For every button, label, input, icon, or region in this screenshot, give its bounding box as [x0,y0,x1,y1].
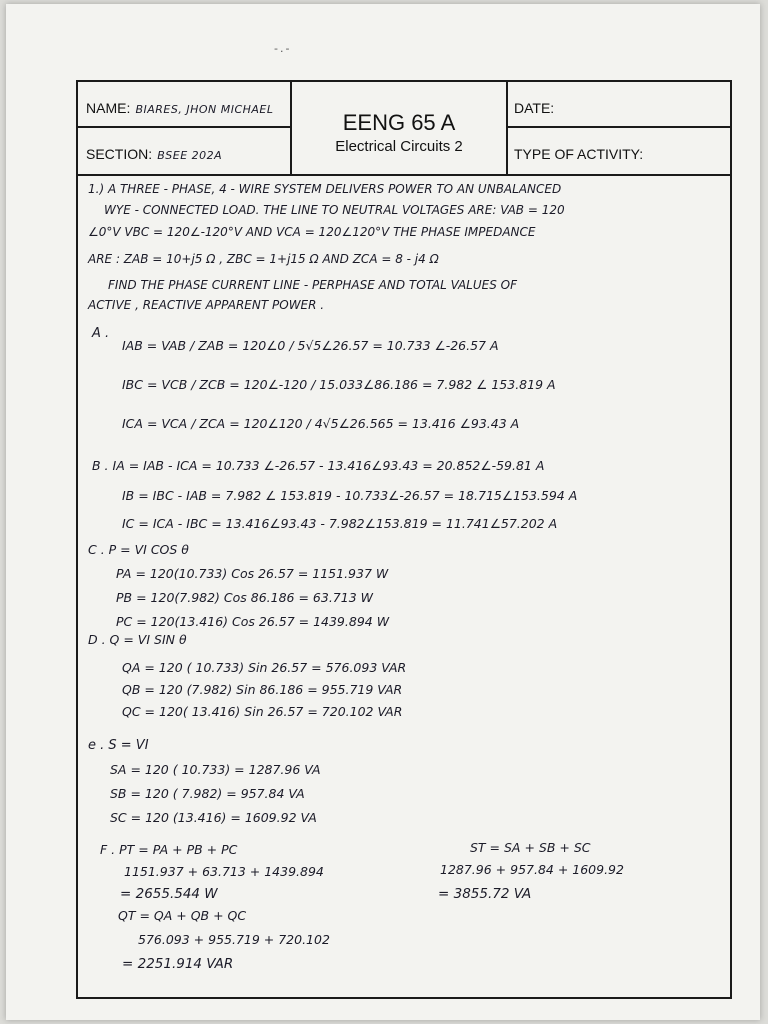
activity-label: TYPE OF ACTIVITY: [514,146,644,162]
part-a-label: A . [92,326,110,341]
part-a-ibc: IBC = VCB / ZCB = 120∠-120 / 15.033∠86.186 = 7.982 ∠ 153.819 A [122,377,556,392]
section-label: SECTION: [86,146,153,162]
part-b-ic: IC = ICA - IBC = 13.416∠93.43 - 7.982∠153.819 = 11.741∠57.202 A [122,516,558,531]
date-label: DATE: [514,100,555,116]
name-label: NAME: [86,100,131,116]
header-divider-left-row [78,126,290,128]
worksheet-page [6,4,760,1020]
part-f-st-sum: 1287.96 + 957.84 + 1609.92 [440,862,624,877]
header-divider-right [506,82,508,174]
date-field [514,98,554,117]
header-divider-right-row [506,126,730,128]
part-e-label: e . S = VI [88,738,149,753]
part-a-ica: ICA = VCA / ZCA = 120∠120 / 4√5∠26.565 = 13.416 ∠93.43 A [122,416,520,431]
worksheet-frame [76,80,732,999]
part-f-st-label: ST = SA + SB + SC [470,840,591,855]
part-c-pc: PC = 120(13.416) Cos 26.57 = 1439.894 W [116,614,390,629]
part-d-label: D . Q = VI SIN θ [88,632,187,647]
part-f-label: F . PT = PA + PB + PC [100,842,238,857]
part-d-qc: QC = 120( 13.416) Sin 26.57 = 720.102 VAR [122,704,403,719]
part-d-qb: QB = 120 (7.982) Sin 86.186 = 955.719 VAR [122,682,403,697]
course-box [292,82,506,174]
part-e-sa: SA = 120 ( 10.733) = 1287.96 VA [110,762,321,777]
name-value: BIARES, JHON MICHAEL [135,103,274,116]
problem-line: ARE : ZAB = 10+j5 Ω , ZBC = 1+j15 Ω AND ZCA = 8 - j4 Ω [88,252,439,266]
part-c-pa: PA = 120(10.733) Cos 26.57 = 1151.937 W [116,566,389,581]
part-d-qa: QA = 120 ( 10.733) Sin 26.57 = 576.093 VAR [122,660,407,675]
section-field [86,144,222,163]
problem-line: ∠0°V VBC = 120∠-120°V AND VCA = 120∠120°V THE PHASE IMPEDANCE [88,225,536,239]
part-b-ia-text: IA = IAB - ICA = 10.733 ∠-26.57 - 13.416∠93.43 = 20.852∠-59.81 A [112,458,545,473]
activity-field [514,144,643,163]
part-b-ia [92,458,544,473]
part-c-pb: PB = 120(7.982) Cos 86.186 = 63.713 W [116,590,373,605]
problem-line: 1.) A THREE - PHASE, 4 - WIRE SYSTEM DELIVERS POWER TO AN UNBALANCED [88,182,562,196]
page-mark: -.- [274,42,292,55]
part-f-pt-value: = 2655.544 W [120,886,218,902]
part-f-pt-sum: 1151.937 + 63.713 + 1439.894 [124,864,324,879]
part-e-sc: SC = 120 (13.416) = 1609.92 VA [110,810,317,825]
part-b-label: B . [92,458,109,473]
part-f-qt-label: QT = QA + QB + QC [118,908,247,923]
part-f-st-value: = 3855.72 VA [438,886,532,902]
header-grid [78,82,730,176]
part-b-ib: IB = IBC - IAB = 7.982 ∠ 153.819 - 10.733∠-26.57 = 18.715∠153.594 A [122,488,578,503]
section-value: BSEE 202A [157,149,223,162]
part-f-qt-sum: 576.093 + 955.719 + 720.102 [138,932,330,947]
problem-line: WYE - CONNECTED LOAD. THE LINE TO NEUTRAL VOLTAGES ARE: VAB = 120 [104,203,565,217]
part-c-label: C . P = VI COS θ [88,542,189,557]
part-e-sb: SB = 120 ( 7.982) = 957.84 VA [110,786,305,801]
part-a-iab: IAB = VAB / ZAB = 120∠0 / 5√5∠26.57 = 10.733 ∠-26.57 A [122,338,499,353]
name-field [86,98,274,117]
problem-line: ACTIVE , REACTIVE APPARENT POWER . [88,298,325,312]
part-f-qt-value: = 2251.914 VAR [122,956,234,972]
course-code: EENG 65 A [342,110,456,135]
course-title: Electrical Circuits 2 [335,138,463,155]
problem-line: FIND THE PHASE CURRENT LINE - PERPHASE AND TOTAL VALUES OF [108,278,518,292]
